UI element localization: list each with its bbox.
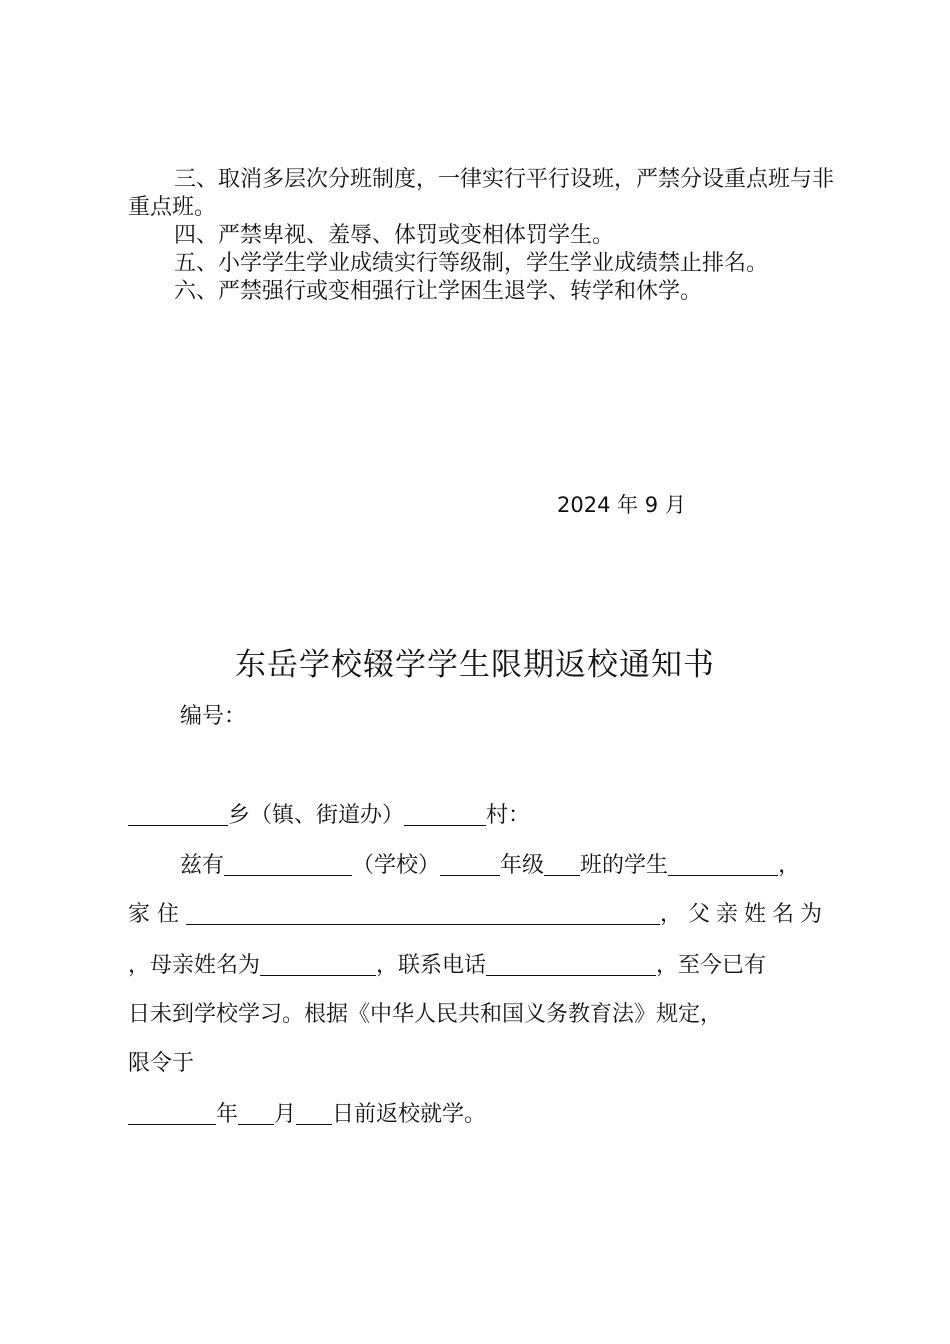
rule-item-6: 六、严禁强行或变相强行让学困生退学、转学和休学。 <box>174 279 703 304</box>
notice-line-4 <box>128 999 844 1031</box>
deadline-day-blank[interactable] <box>296 1100 332 1125</box>
present-label: 兹有 <box>180 853 225 878</box>
rules-list <box>128 166 838 306</box>
township-label: 乡（镇、街道办） <box>228 803 405 828</box>
deadline-year-blank[interactable] <box>128 1100 216 1125</box>
absent-text: 日未到学校学习。根据《中华人民共和国义务教育法》规定， <box>128 1002 723 1027</box>
month-label: 月 <box>274 1102 297 1127</box>
notice-line-3 <box>128 950 844 982</box>
township-blank[interactable] <box>128 801 228 826</box>
grade-blank[interactable] <box>440 851 500 876</box>
notice-line-5 <box>128 1048 844 1080</box>
village-label: 村： <box>486 803 531 828</box>
year-label: 年 <box>216 1102 239 1127</box>
home-address-blank[interactable] <box>186 900 660 925</box>
address-line <box>128 800 844 832</box>
deadline-month-blank[interactable] <box>238 1100 274 1125</box>
grade-label: 年级 <box>500 853 545 878</box>
mother-name-blank[interactable] <box>260 951 376 976</box>
class-student-label: 班的学生 <box>580 853 669 878</box>
notice-line-2 <box>128 899 844 931</box>
until-now-label: ，至今已有 <box>656 953 767 978</box>
rule-item-4: 四、严禁卑视、羞辱、体罚或变相体罚学生。 <box>174 223 615 248</box>
deadline-line <box>128 1099 844 1131</box>
phone-label: ，联系电话 <box>376 953 487 978</box>
village-blank[interactable] <box>404 801 486 826</box>
school-blank[interactable] <box>224 851 352 876</box>
home-label: 家住 <box>128 902 187 927</box>
class-blank[interactable] <box>544 851 580 876</box>
student-name-blank[interactable] <box>668 851 778 876</box>
comma-label: ， <box>778 853 801 878</box>
school-label: （学校） <box>352 853 441 878</box>
father-label: ，父亲姓名为 <box>660 902 829 927</box>
serial-number-label: 编号： <box>180 704 247 729</box>
notice-line-1 <box>128 850 844 882</box>
order-text: 限令于 <box>128 1051 195 1076</box>
document-date: 2024 年 9 月 <box>557 493 686 517</box>
return-label: 日前返校就学。 <box>332 1102 487 1127</box>
phone-blank[interactable] <box>486 951 656 976</box>
notice-title: 东岳学校辍学学生限期返校通知书 <box>235 647 715 683</box>
rule-item-3: 三、取消多层次分班制度，一律实行平行设班，严禁分设重点班与非重点班。 <box>128 167 835 220</box>
rule-item-5: 五、小学学生学业成绩实行等级制，学生学业成绩禁止排名。 <box>174 251 769 276</box>
mother-label: ，母亲姓名为 <box>128 953 261 978</box>
